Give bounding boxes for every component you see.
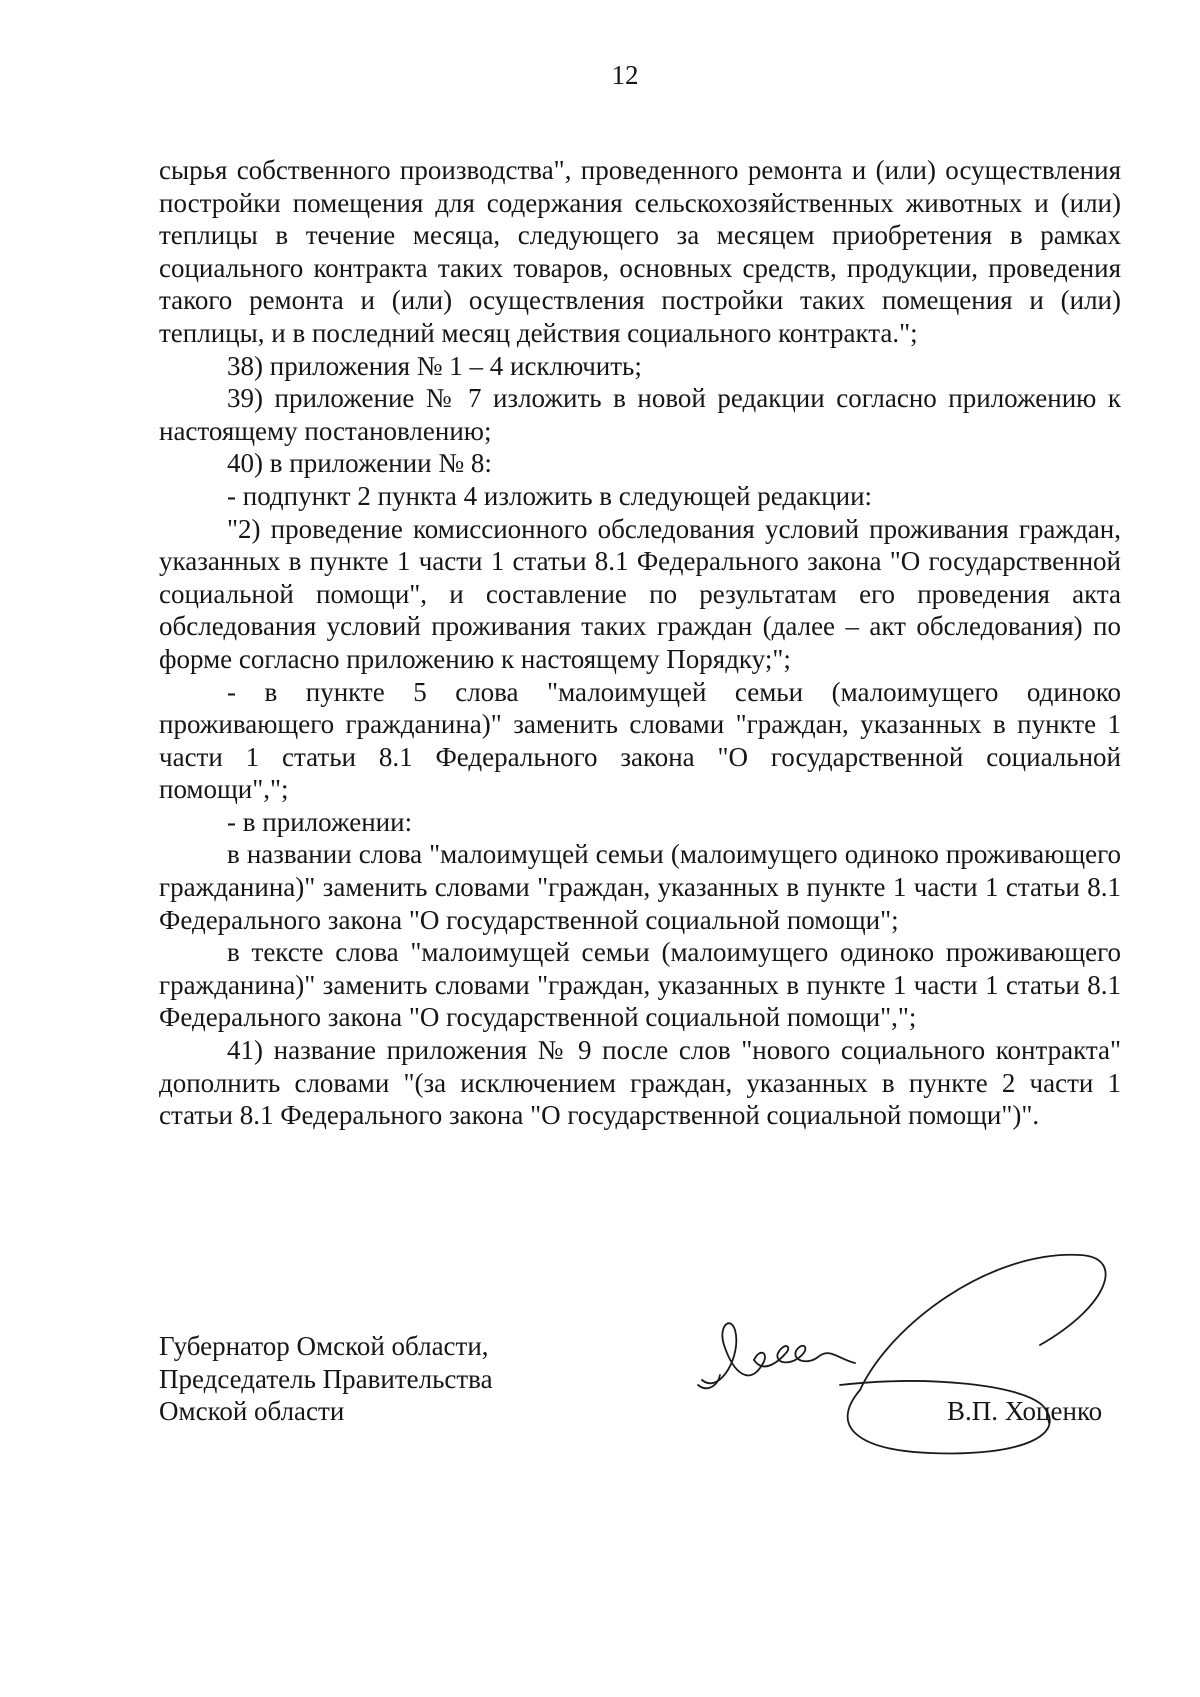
paragraph-4: 40) в приложении № 8: — [227, 448, 492, 479]
paragraph-6: "2) проведение комиссионного обследования условий проживания граждан, указанных в пункте 1 части 1 статьи 8.1 Федерального закона "О государственной социальной помощи", и составление по результатам его проведения акта обследования условий проживания таких граждан (далее – акт обследования) по форме согласно приложению к настоящему Порядку;"; — [159, 513, 1121, 674]
paragraph-1: сырья собственного производства", проведенного ремонта и (или) осуществления постройки помещения для содержания сельскохозяйственных животных и (или) теплицы в течение месяца, следующего за месяцем приобретения в рамках социального контракта таких товаров, основных средств, продукции, проведения такого ремонта и (или) осуществления постройки таких помещения и (или) теплицы, и в последний месяц действия социального контракта."; — [159, 155, 1121, 348]
signatory-title-line-3: Омской области — [159, 1396, 345, 1427]
paragraph-5: - подпункт 2 пункта 4 изложить в следующей редакции: — [227, 480, 873, 511]
paragraph-8: - в приложении: — [227, 806, 413, 837]
page-number: 12 — [611, 60, 639, 90]
paragraph-7: - в пункте 5 слова "малоимущей семьи (малоимущего одиноко проживающего гражданина)" заменить словами "граждан, указанных в пункте 1 части 1 статьи 8.1 Федерального закона "О государственной социальной помощи","; — [159, 676, 1121, 805]
paragraph-3: 39) приложение № 7 изложить в новой редакции согласно приложению к настоящему постановлению; — [159, 383, 1121, 446]
handwritten-signature — [690, 1235, 1130, 1465]
signer-name: В.П. Хоценко — [947, 1396, 1103, 1426]
paragraph-10: в тексте слова "малоимущей семьи (малоимущего одиноко проживающего гражданина)" заменить словами "граждан, указанных в пункте 1 части 1 статьи 8.1 Федерального закона "О государственной социальной помощи","; — [159, 937, 1121, 1033]
paragraph-11: 41) название приложения № 9 после слов "нового социального контракта" дополнить словами "(за исключением граждан, указанных в пункте 2 части 1 статьи 8.1 Федерального закона "О государственной социальной помощи")". — [159, 1035, 1121, 1131]
signatory-title-line-2: Председатель Правительства — [159, 1363, 493, 1394]
paragraph-2: 38) приложения № 1 – 4 исключить; — [227, 350, 642, 381]
document-body — [159, 154, 1121, 1132]
signatory-title-line-1: Губернатор Омской области, — [159, 1331, 489, 1361]
paragraph-9: в названии слова "малоимущей семьи (малоимущего одиноко проживающего гражданина)" заменить словами "граждан, указанных в пункте 1 части 1 статьи 8.1 Федерального закона "О государственной социальной помощи"; — [159, 839, 1121, 935]
signatory-title — [159, 1330, 493, 1428]
